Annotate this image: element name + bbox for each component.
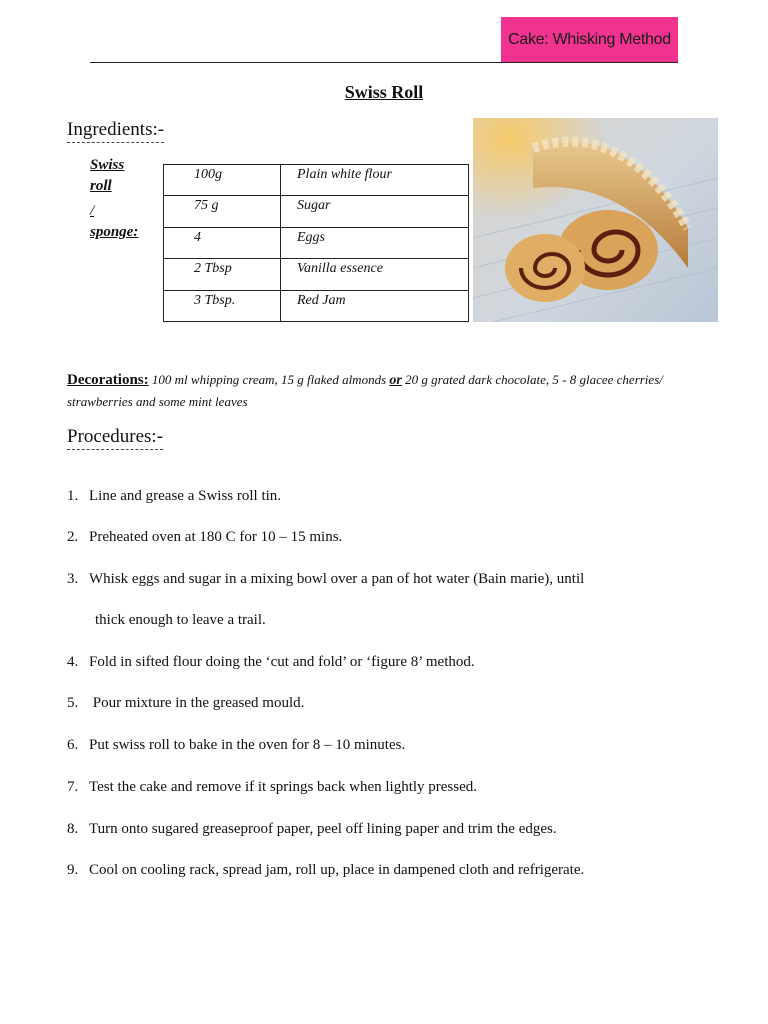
decorations-paragraph [67,369,687,413]
swiss-roll-photo [473,118,718,322]
step-number: 7. [67,779,79,795]
ingredient-cell: Vanilla essence [281,259,469,290]
list-item [67,486,707,506]
list-item [67,735,707,755]
decorations-text-1: 100 ml whipping cream, 15 g flaked almonds [148,372,390,387]
group-label-slash: / [90,203,95,219]
step-text: Cool on cooling rack, spread jam, roll up, place in dampened cloth and refrigerate. [89,862,585,878]
table-row [164,290,469,321]
list-item [67,527,707,547]
swiss-roll-illustration [473,118,718,322]
step-number: 5. [67,695,79,711]
qty-cell: 2 Tbsp [164,259,281,290]
step-number: 8. [67,821,79,837]
group-label-line-1: Swiss [90,157,125,173]
qty-cell: 100g [164,165,281,196]
step-text: Preheated oven at 180 C for 10 – 15 mins. [89,529,343,545]
step-text: Line and grease a Swiss roll tin. [89,488,282,504]
table-row [164,196,469,227]
step-number: 3. [67,571,79,587]
step-text: Fold in sifted flour doing the ‘cut and fold’ or ‘figure 8’ method. [89,654,475,670]
decorations-or: or [389,373,402,388]
list-item [67,860,707,880]
table-row [164,227,469,258]
table-row [164,165,469,196]
ingredient-cell: Red Jam [281,290,469,321]
ingredient-cell: Eggs [281,227,469,258]
ingredients-heading-text: Ingredients [67,119,153,140]
procedures-heading-text: Procedures [67,426,152,447]
group-label-line-3: sponge: [90,224,139,240]
step-text: Put swiss roll to bake in the oven for 8 – 10 minutes. [89,737,406,753]
list-item [67,693,707,713]
category-badge-text: Cake: Whisking Method [508,30,671,48]
step-text: Turn onto sugared greaseproof paper, peel off lining paper and trim the edges. [89,821,557,837]
table-row [164,259,469,290]
procedures-heading-suffix: :- [151,426,164,447]
qty-cell: 4 [164,227,281,258]
list-item [67,777,707,797]
step-number: 4. [67,654,79,670]
step-text: Test the cake and remove if it springs back when lightly pressed. [89,779,478,795]
decorations-text-2: 20 g grated dark chocolate, 5 - 8 glacee cherries/ strawberries and some mint leaves [67,372,663,409]
ingredients-heading-suffix: :- [152,119,165,140]
ingredients-table [163,164,469,322]
ingredient-cell: Sugar [281,196,469,227]
list-item [67,652,707,672]
list-item [67,819,707,839]
list-item [67,569,707,630]
ingredient-group-label [90,155,160,243]
group-label-line-2: roll [90,178,112,194]
step-number: 9. [67,862,79,878]
decorations-label: Decorations: [67,372,149,388]
step-number: 2. [67,529,79,545]
procedures-heading [67,426,163,450]
step-text-continued: thick enough to leave a trail. [95,612,266,628]
qty-cell: 3 Tbsp. [164,290,281,321]
category-badge [501,17,678,62]
ingredients-heading [67,119,164,143]
step-number: 1. [67,488,79,504]
qty-cell: 75 g [164,196,281,227]
step-text: Whisk eggs and sugar in a mixing bowl over a pan of hot water (Bain marie), until [89,571,585,587]
header-rule [90,62,678,63]
ingredient-cell: Plain white flour [281,165,469,196]
step-text: Pour mixture in the greased mould. [89,695,305,711]
page-title: Swiss Roll [344,82,424,102]
step-number: 6. [67,737,79,753]
